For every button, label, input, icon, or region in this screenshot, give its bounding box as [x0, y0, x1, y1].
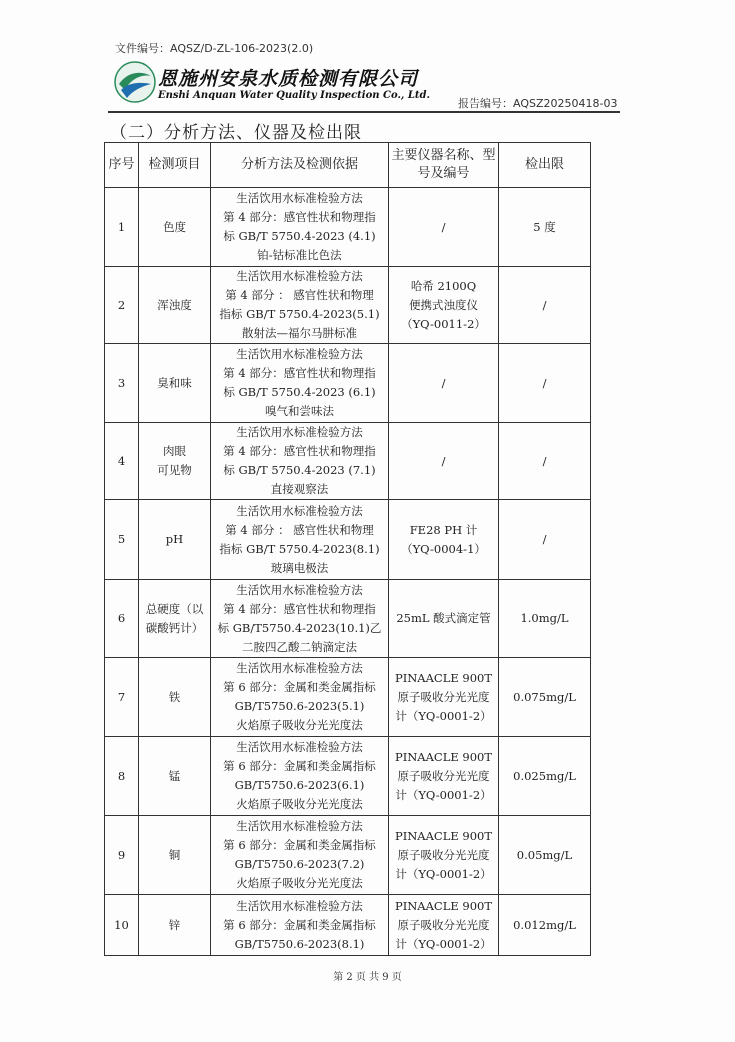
method-line: 指标 GB/T 5750.4-2023(5.1): [219, 307, 380, 321]
instrument-line: 便携式浊度仪: [409, 297, 478, 312]
instrument-line: PINAACLE 900T: [394, 670, 493, 685]
method-line: 直接观察法: [270, 482, 329, 496]
method-line: 生活饮用水标准检验方法: [236, 740, 363, 754]
row-method: [211, 737, 389, 816]
row-method: [211, 895, 389, 956]
item-line: 锌: [168, 917, 181, 932]
row-limit: 0.075mg/L: [499, 658, 591, 737]
company-name-en: Enshi Anquan Water Quality Inspection Co., Ltd.: [158, 90, 431, 101]
row-item: [139, 500, 211, 580]
method-line: 第 6 部分：金属和类金属指标: [223, 680, 376, 694]
instrument-line: 原子吸收分光光度: [397, 847, 490, 862]
method-line: 第 4 部分：感官性状和物理指: [223, 601, 376, 616]
method-line: 生活饮用水标准检验方法: [236, 191, 363, 205]
method-line: GB/T5750.6-2023(5.1): [234, 699, 365, 713]
row-instrument: [389, 267, 499, 344]
row-number: 2: [105, 267, 139, 344]
item-line: pH: [165, 532, 184, 546]
table-row: [105, 423, 591, 500]
method-line: 生活饮用水标准检验方法: [236, 347, 363, 361]
row-item: [139, 344, 211, 423]
row-limit: 0.05mg/L: [499, 816, 591, 895]
item-line: 锰: [168, 768, 181, 783]
row-instrument: [389, 895, 499, 956]
row-item: [139, 188, 211, 267]
row-item: [139, 658, 211, 737]
company-logo: [113, 60, 157, 104]
table-row: [105, 580, 591, 658]
item-line: 铁: [168, 689, 181, 704]
item-line: 铜: [168, 847, 181, 862]
page-footer: 第 2 页 共 9 页: [333, 972, 402, 983]
row-item: [139, 423, 211, 500]
row-instrument: [389, 423, 499, 500]
row-method: [211, 344, 389, 423]
method-line: 火焰原子吸收分光光度法: [236, 797, 363, 811]
method-line: 标 GB/T 5750.4-2023 (6.1): [223, 385, 376, 399]
instrument-line: （YQ-0011-2）: [401, 316, 486, 331]
table-row: [105, 188, 591, 267]
row-item: [139, 895, 211, 956]
method-line: 第 4 部分 ： 感官性状和物理: [225, 288, 374, 302]
instrument-line: 计（YQ-0001-2）: [395, 866, 492, 881]
item-line: 可见物: [157, 463, 192, 477]
method-line: 二胺四乙酸二钠滴定法: [242, 639, 357, 654]
row-limit: 0.025mg/L: [499, 737, 591, 816]
method-line: 第 6 部分：金属和类金属指标: [223, 838, 376, 852]
method-line: GB/T5750.6-2023(8.1): [234, 936, 365, 951]
instrument-line: PINAACLE 900T: [394, 749, 493, 764]
item-line: 浑浊度: [157, 297, 192, 312]
row-instrument: [389, 500, 499, 580]
row-instrument: [389, 188, 499, 267]
row-limit: /: [499, 344, 591, 423]
row-number: 6: [105, 580, 139, 658]
row-method: [211, 500, 389, 580]
method-line: 生活饮用水标准检验方法: [236, 582, 363, 597]
instrument-line: 原子吸收分光光度: [397, 917, 490, 932]
method-line: GB/T5750.6-2023(6.1): [234, 778, 365, 792]
row-instrument: [389, 658, 499, 737]
table-row: [105, 895, 591, 956]
method-line: 指标 GB/T 5750.4-2023(8.1): [219, 541, 380, 556]
header-instrument: 主要仪器名称、型号及编号: [389, 143, 499, 188]
row-number: 3: [105, 344, 139, 423]
row-number: 7: [105, 658, 139, 737]
instrument-line: /: [441, 375, 446, 390]
document-number: 文件编号：AQSZ/D-ZL-106-2023(2.0): [115, 42, 314, 55]
table-row: [105, 344, 591, 423]
report-number: 报告编号：AQSZ20250418-03: [458, 97, 618, 110]
row-limit: /: [499, 423, 591, 500]
method-line: GB/T5750.6-2023(7.2): [234, 857, 365, 871]
table-header-row: [105, 143, 591, 188]
table-row: [105, 267, 591, 344]
table-row: [105, 658, 591, 737]
row-item: [139, 267, 211, 344]
row-method: [211, 580, 389, 658]
header-method: 分析方法及检测依据: [211, 143, 389, 188]
table-row: [105, 737, 591, 816]
instrument-line: 计（YQ-0001-2）: [395, 708, 492, 723]
method-line: 嗅气和尝味法: [265, 404, 334, 418]
row-method: [211, 267, 389, 344]
method-line: 第 6 部分：金属和类金属指标: [223, 759, 376, 773]
item-line: 色度: [163, 219, 186, 234]
method-line: 生活饮用水标准检验方法: [236, 503, 363, 518]
row-limit: /: [499, 267, 591, 344]
row-method: [211, 658, 389, 737]
method-line: 第 4 部分：感官性状和物理指: [223, 444, 376, 458]
table-row: [105, 816, 591, 895]
header-no: 序号: [105, 143, 139, 188]
method-line: 铂-钴标准比色法: [257, 248, 342, 262]
instrument-line: /: [441, 453, 446, 468]
method-line: 标 GB/T5750.4-2023(10.1)乙: [217, 620, 382, 635]
row-item: [139, 737, 211, 816]
method-line: 生活饮用水标准检验方法: [236, 819, 363, 833]
method-line: 玻璃电极法: [270, 560, 329, 575]
method-line: 第 6 部分：金属和类金属指标: [223, 917, 376, 932]
section-title: （二）分析方法、仪器及检出限: [110, 123, 362, 143]
instrument-line: FE28 PH 计: [409, 522, 478, 537]
instrument-line: PINAACLE 900T: [394, 898, 493, 913]
instrument-line: /: [441, 219, 446, 234]
row-instrument: [389, 580, 499, 658]
row-limit: 0.012mg/L: [499, 895, 591, 956]
row-limit: 1.0mg/L: [499, 580, 591, 658]
row-instrument: [389, 344, 499, 423]
method-line: 第 4 部分：感官性状和物理指: [223, 366, 376, 380]
item-line: 总硬度（以: [145, 601, 204, 616]
row-method: [211, 188, 389, 267]
method-line: 第 4 部分 ： 感官性状和物理: [225, 522, 374, 537]
row-instrument: [389, 737, 499, 816]
row-limit: /: [499, 500, 591, 580]
item-line: 碳酸钙计）: [145, 620, 204, 635]
item-line: 肉眼: [163, 444, 186, 458]
header-item: 检测项目: [139, 143, 211, 188]
row-number: 4: [105, 423, 139, 500]
methods-table: [104, 142, 591, 956]
header-divider: [108, 111, 620, 113]
instrument-line: PINAACLE 900T: [394, 828, 493, 843]
method-line: 标 GB/T 5750.4-2023 (4.1): [223, 229, 376, 243]
instrument-line: （YQ-0004-1）: [401, 541, 486, 556]
instrument-line: 计（YQ-0001-2）: [395, 787, 492, 802]
method-line: 生活饮用水标准检验方法: [236, 661, 363, 675]
method-line: 散射法—福尔马肼标准: [242, 326, 357, 340]
method-line: 生活饮用水标准检验方法: [236, 425, 363, 439]
header-limit: 检出限: [499, 143, 591, 188]
table-body: [105, 188, 591, 956]
row-item: [139, 816, 211, 895]
row-number: 5: [105, 500, 139, 580]
row-method: [211, 816, 389, 895]
row-method: [211, 423, 389, 500]
method-line: 火焰原子吸收分光光度法: [236, 718, 363, 732]
instrument-line: 25mL 酸式滴定管: [396, 611, 491, 625]
item-line: 臭和味: [157, 375, 192, 390]
method-line: 生活饮用水标准检验方法: [236, 898, 363, 913]
instrument-line: 原子吸收分光光度: [397, 689, 490, 704]
method-line: 火焰原子吸收分光光度法: [236, 876, 363, 890]
row-instrument: [389, 816, 499, 895]
row-number: 9: [105, 816, 139, 895]
table-row: [105, 500, 591, 580]
method-line: 标 GB/T 5750.4-2023 (7.1): [223, 463, 376, 477]
method-line: 生活饮用水标准检验方法: [236, 269, 363, 283]
instrument-line: 哈希 2100Q: [410, 278, 477, 293]
method-line: 第 4 部分：感官性状和物理指: [223, 210, 376, 224]
row-limit: 5 度: [499, 188, 591, 267]
row-item: [139, 580, 211, 658]
instrument-line: 计（YQ-0001-2）: [395, 936, 492, 951]
row-number: 1: [105, 188, 139, 267]
row-number: 8: [105, 737, 139, 816]
company-name-cn: 恩施州安泉水质检测有限公司: [158, 68, 419, 90]
row-number: 10: [105, 895, 139, 956]
instrument-line: 原子吸收分光光度: [397, 768, 490, 783]
